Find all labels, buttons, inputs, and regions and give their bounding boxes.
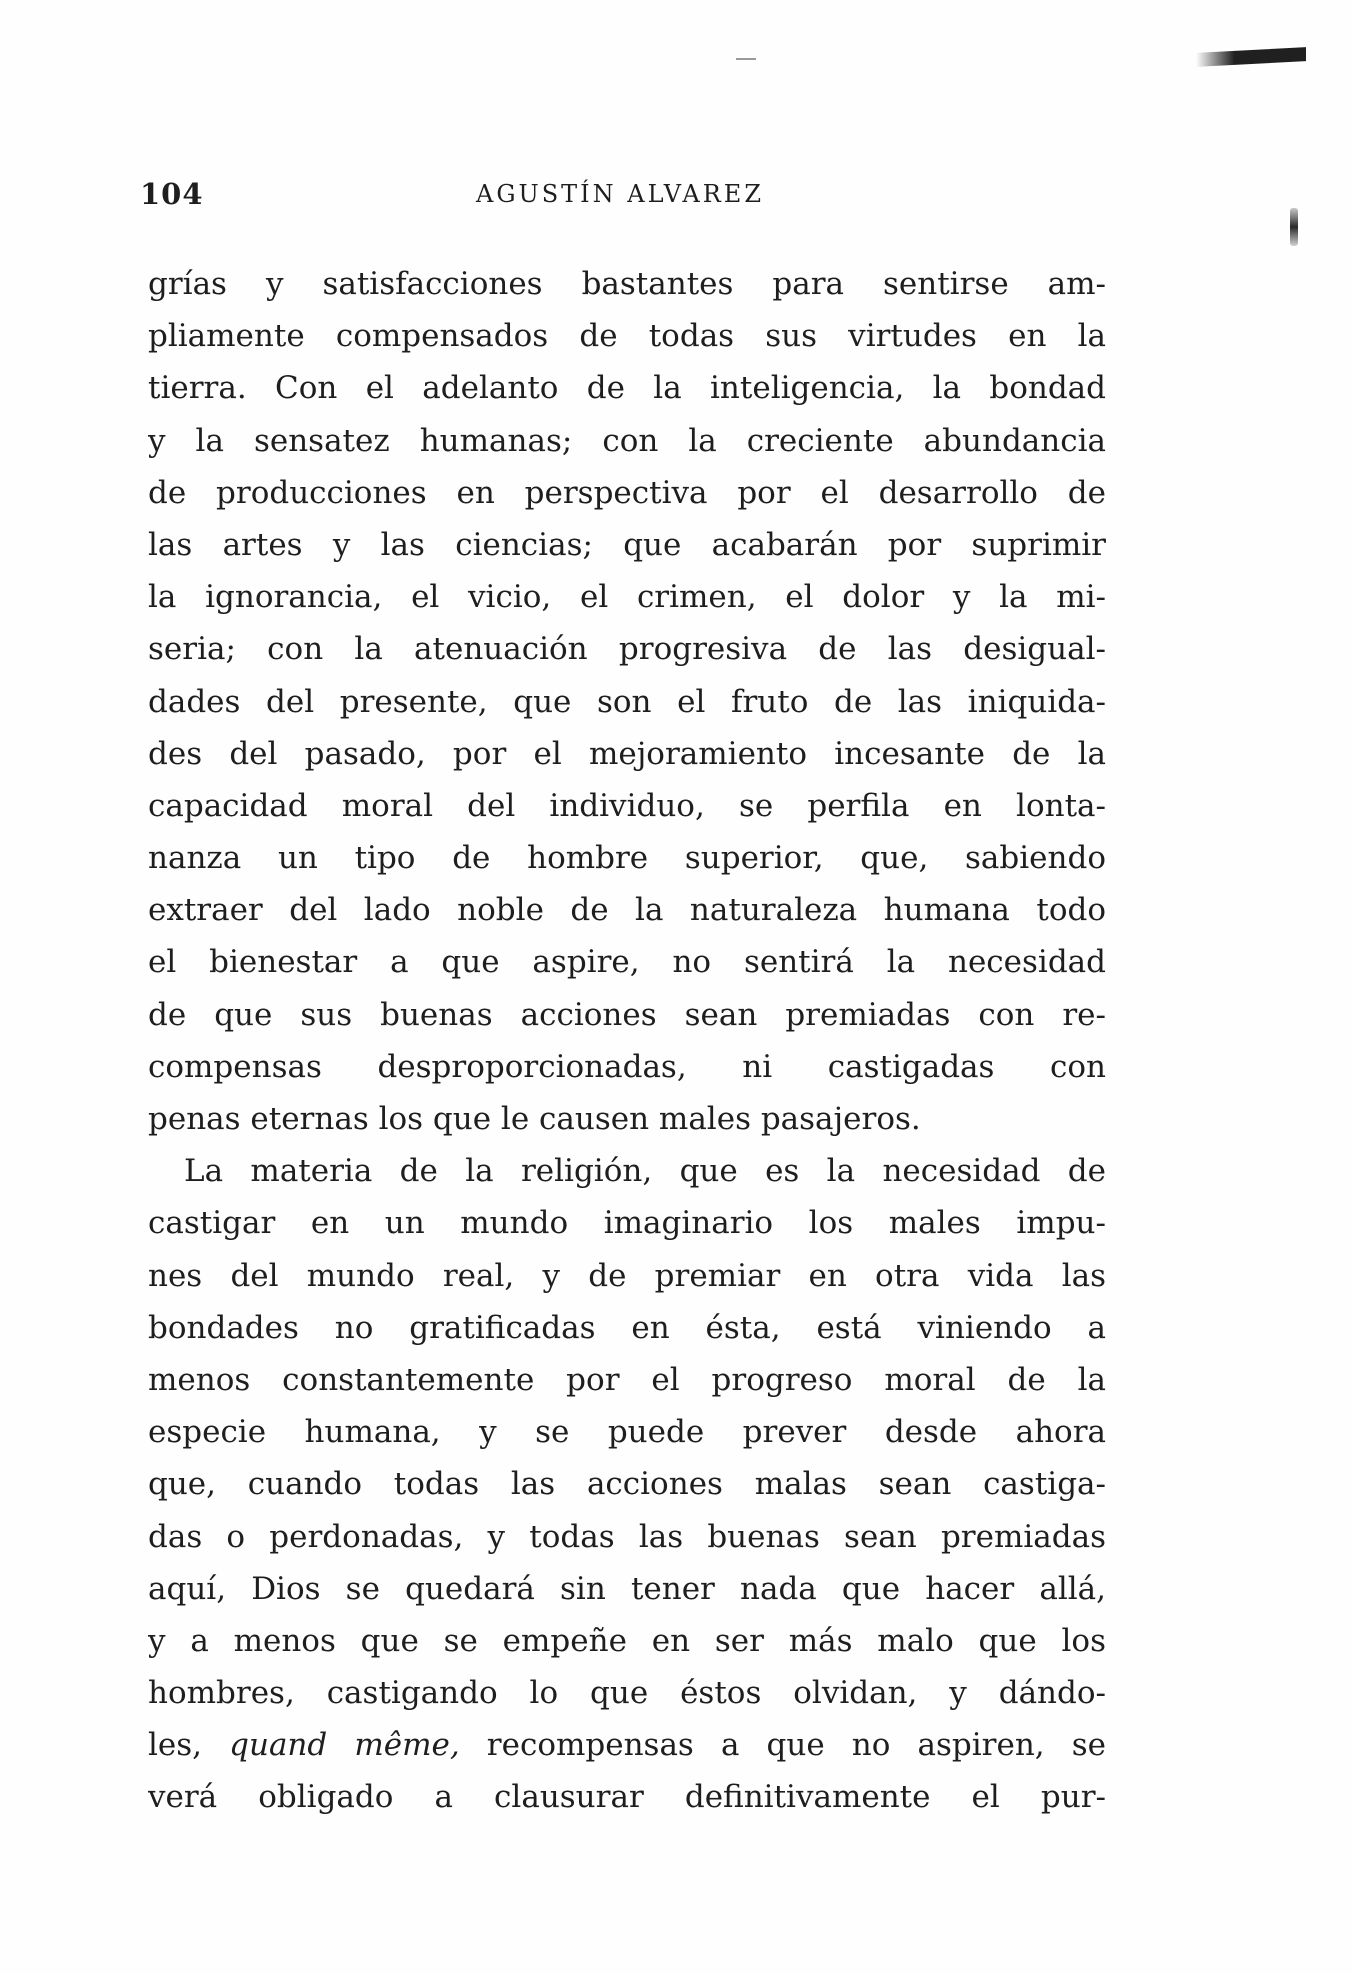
- text-line: menos constantemente por el progreso moral de la: [148, 1361, 1106, 1398]
- text-line: nes del mundo real, y de premiar en otra vida las: [148, 1257, 1106, 1294]
- text-line: des del pasado, por el mejoramiento incesante de la: [148, 735, 1106, 772]
- text-segment: les,: [148, 1727, 203, 1764]
- paragraph-start-line: La materia de la religión, que es la necesidad de: [184, 1153, 1106, 1190]
- text-line: el bienestar a que aspire, no sentirá la necesidad: [148, 944, 1106, 981]
- text-line: extraer del lado noble de la naturaleza humana todo: [148, 892, 1106, 929]
- scan-edge-mark: [1196, 47, 1306, 67]
- text-line: castigar en un mundo imaginario los males impu-: [148, 1205, 1106, 1242]
- text-segment: recompensas a que no aspiren, se: [486, 1727, 1106, 1764]
- italic-phrase: quand même,: [229, 1727, 460, 1764]
- text-line: las artes y las ciencias; que acabarán por suprimir: [148, 526, 1106, 563]
- body-text: [148, 258, 1106, 1824]
- text-line: de producciones en perspectiva por el desarrollo de: [148, 474, 1106, 511]
- paragraph-end-line: penas eternas los que le causen males pasajeros.: [148, 1101, 921, 1137]
- scan-smudge: [1290, 208, 1298, 246]
- text-line: das o perdonadas, y todas las buenas sean premiadas: [148, 1518, 1106, 1555]
- page-number: 104: [140, 177, 204, 211]
- page-header: [140, 176, 1100, 212]
- text-line: dades del presente, que son el fruto de las iniquida-: [148, 683, 1106, 720]
- text-line: verá obligado a clausurar definitivamente el pur-: [148, 1779, 1106, 1816]
- scan-mark: [736, 58, 756, 60]
- text-line: que, cuando todas las acciones malas sean castiga-: [148, 1466, 1106, 1503]
- text-line: la ignorancia, el vicio, el crimen, el dolor y la mi-: [148, 579, 1106, 616]
- text-line: compensas desproporcionadas, ni castigadas con: [148, 1048, 1106, 1085]
- running-head: AGUSTÍN ALVAREZ: [475, 180, 764, 208]
- text-line: pliamente compensados de todas sus virtudes en la: [148, 318, 1106, 355]
- text-line: nanza un tipo de hombre superior, que, sabiendo: [148, 840, 1106, 877]
- text-line: tierra. Con el adelanto de la inteligencia, la bondad: [148, 370, 1106, 407]
- text-line: seria; con la atenuación progresiva de las desigual-: [148, 631, 1106, 668]
- text-line: y a menos que se empeñe en ser más malo que los: [148, 1622, 1106, 1659]
- text-line-with-italic: [148, 1719, 1106, 1771]
- text-line: aquí, Dios se quedará sin tener nada que hacer allá,: [148, 1570, 1106, 1607]
- text-line: grías y satisfacciones bastantes para sentirse am-: [148, 266, 1106, 302]
- text-line: bondades no gratificadas en ésta, está viniendo a: [148, 1309, 1106, 1346]
- text-line: de que sus buenas acciones sean premiadas con re-: [148, 996, 1106, 1033]
- text-line: hombres, castigando lo que éstos olvidan, y dándo-: [148, 1675, 1106, 1712]
- text-line: capacidad moral del individuo, se perfila en lonta-: [148, 787, 1106, 824]
- text-line: y la sensatez humanas; con la creciente abundancia: [148, 422, 1106, 459]
- text-line: especie humana, y se puede prever desde ahora: [148, 1414, 1106, 1451]
